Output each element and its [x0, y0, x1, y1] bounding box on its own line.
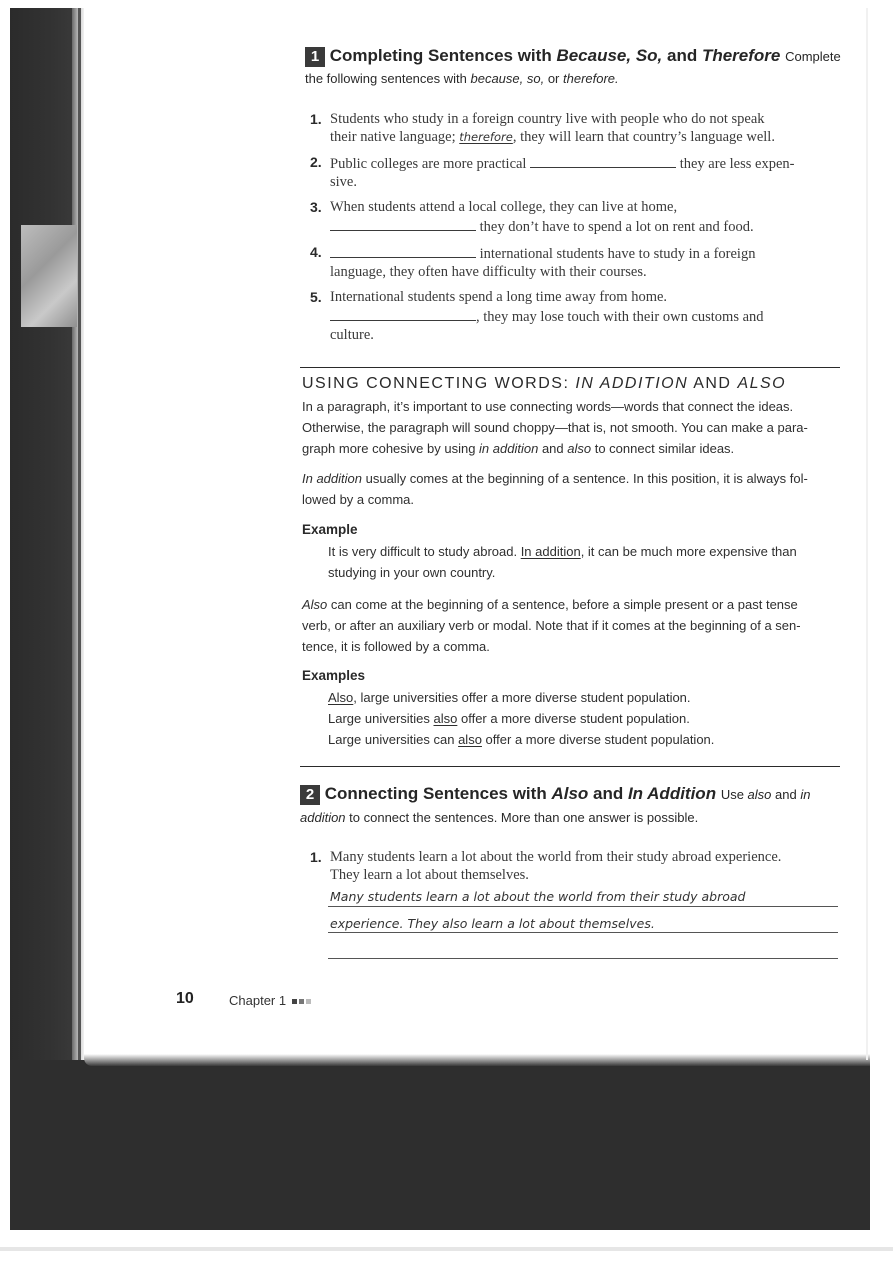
examples-heading: Examples: [302, 668, 366, 683]
chapter-square-icon: [292, 999, 297, 1004]
grammar-paragraph-1: In a paragraph, it’s important to use connecting words—words that connect the ideas. Otherwise, the paragraph will sound choppy—that is, not smooth. You can make a para- graph more cohesive by using in addition and also to connect similar ideas.: [302, 399, 808, 456]
exercise-item-4: 4. international students have to study in a foreign language, they often have difficulty with their courses.: [310, 244, 756, 280]
example-sentence: Large universities also offer a more diverse student population.: [328, 711, 690, 726]
handwritten-answer: therefore: [459, 130, 513, 144]
chapter-label: Chapter 1: [229, 993, 311, 1008]
exercise-2-item-1: 1. Many students learn a lot about the world from their study abroad experience. They learn a lot about themselves.: [310, 849, 782, 883]
answer-blank[interactable]: [330, 306, 476, 321]
section-1-instructions: the following sentences with because, so, or therefore.: [305, 71, 619, 86]
page-number: 10: [176, 990, 194, 1007]
answer-line[interactable]: [328, 906, 838, 907]
examples-list: [328, 687, 838, 750]
chapter-square-icon: [299, 999, 304, 1004]
answer-blank[interactable]: [330, 216, 476, 231]
section-divider: [300, 766, 840, 767]
section-2-instructions: addition to connect the sentences. More than one answer is possible.: [300, 810, 699, 825]
answer-blank[interactable]: [530, 153, 676, 168]
handwritten-answer-line-1: Many students learn a lot about the world from their study abroad: [330, 889, 746, 904]
example-heading: Example: [302, 522, 358, 537]
section-divider: [300, 367, 840, 368]
example-sentence: Also, large universities offer a more diverse student population.: [328, 690, 691, 705]
example-text: It is very difficult to study abroad. In addition, it can be much more expensive than studying in your own country.: [328, 544, 797, 580]
chapter-square-icon: [306, 999, 311, 1004]
exercise-item-3: 3. When students attend a local college, they can live at home, they don’t have to spend a lot on rent and food.: [310, 199, 754, 235]
exercise-item-2: 2. Public colleges are more practical they are less expen- sive.: [310, 154, 795, 190]
exercise-item-5: 5. International students spend a long time away from home. , they may lose touch with their own customs and culture.: [310, 289, 764, 343]
grammar-paragraph-3: Also can come at the beginning of a sentence, before a simple present or a past tense verb, or after an auxiliary verb or modal. Note that if it comes at the beginning of a sen- tence, it is followed by a comma.: [302, 597, 801, 654]
answer-line[interactable]: [328, 958, 838, 959]
handwritten-answer-line-2: experience. They also learn a lot about themselves.: [330, 916, 655, 931]
example-sentence: Large universities can also offer a more diverse student population.: [328, 732, 715, 747]
section-2-title: 2 Connecting Sentences with Also and In Addition Use also and in: [300, 784, 810, 805]
answer-line[interactable]: [328, 932, 838, 933]
exercise-item-1: 1. Students who study in a foreign country live with people who do not speak their native language; therefore, they will learn that country’s language well.: [310, 111, 775, 145]
section-1-title: 1 Completing Sentences with Because, So, and Therefore Complete: [305, 46, 841, 67]
section-number-badge: 2: [300, 785, 320, 805]
grammar-paragraph-2: In addition usually comes at the beginning of a sentence. In this position, it is always fol- lowed by a comma.: [302, 471, 808, 507]
section-number-badge: 1: [305, 47, 325, 67]
answer-blank[interactable]: [330, 243, 476, 258]
grammar-box-title: USING CONNECTING WORDS: IN ADDITION AND ALSO: [302, 375, 787, 392]
